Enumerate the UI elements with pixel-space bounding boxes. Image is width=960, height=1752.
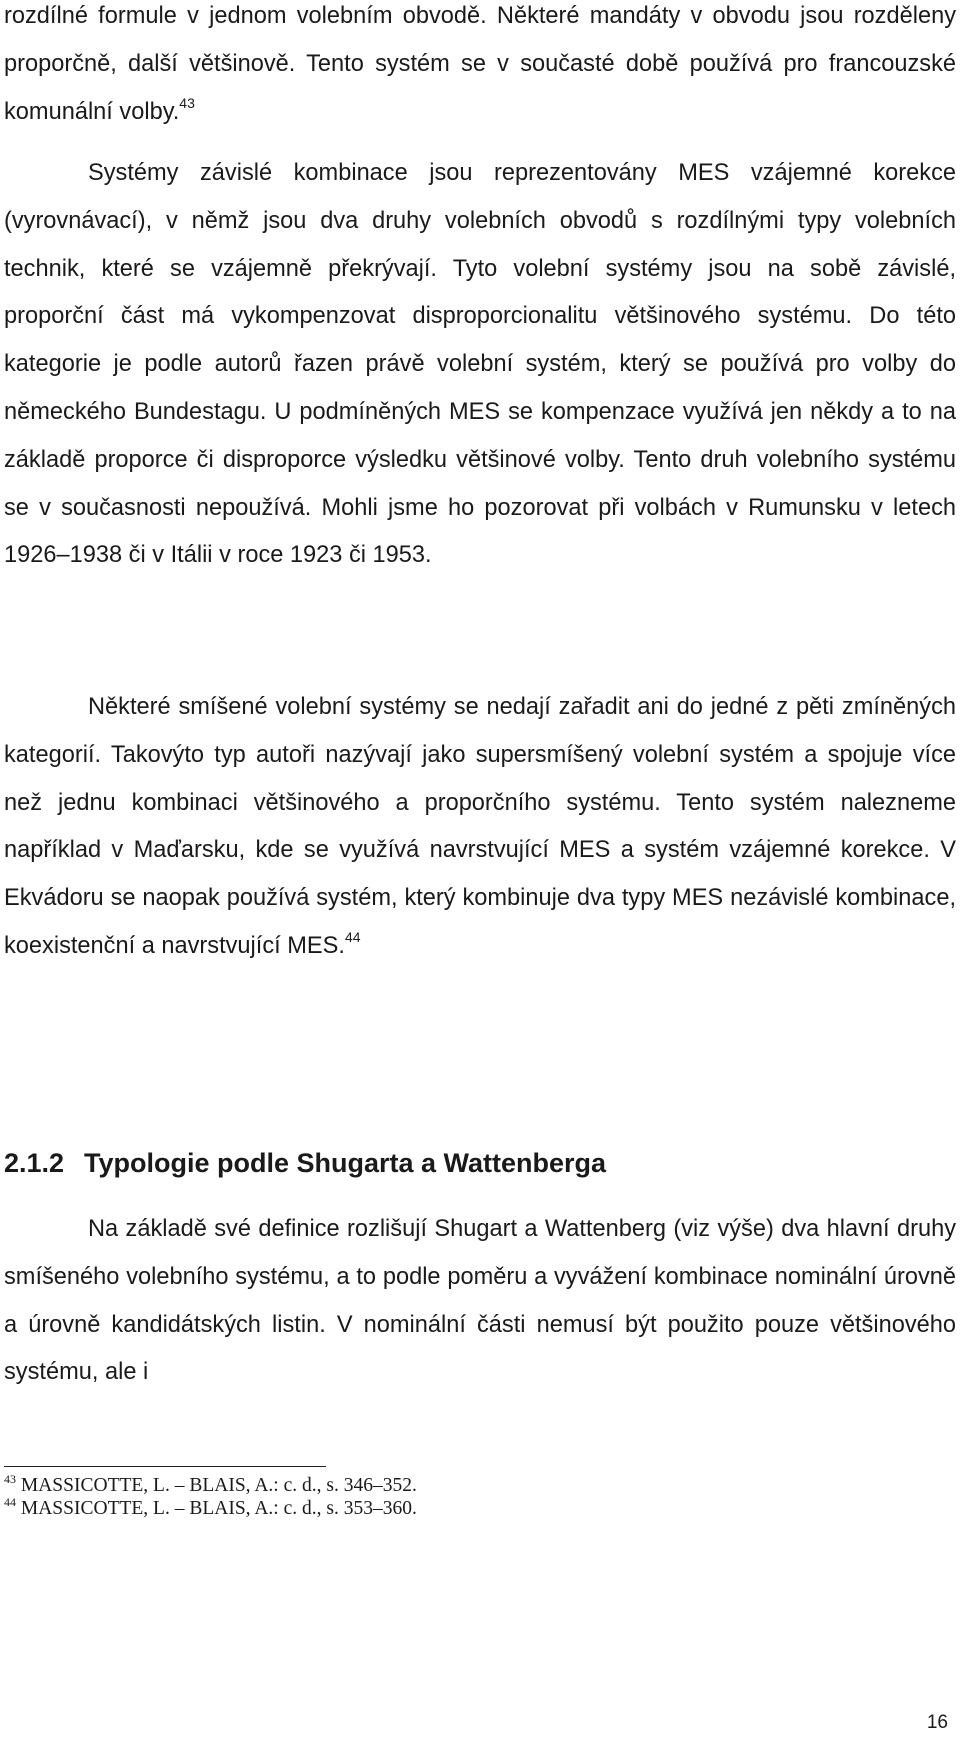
footnotes [4,1474,417,1520]
paragraph-1-text: rozdílné formule v jednom volebním obvodě. Některé mandáty v obvodu jsou rozděleny proporčně, další většinově. Tento systém se v současté době používá pro francouzské komunální volby. [4,3,956,125]
footnote-number: 44 [4,1495,16,1509]
footnote-text: MASSICOTTE, L. – BLAIS, A.: c. d., s. 353–360. [20,1498,417,1519]
paragraph-1 [4,0,956,136]
footnote-number: 43 [4,1472,16,1486]
paragraph-3 [4,684,956,971]
section-number: 2.1.2 [4,1148,65,1178]
paragraph-3-text: Některé smíšené volební systémy se nedají zařadit ani do jedné z pěti zmíněných kategorií. Takovýto typ autoři nazývají jako supersmíšený volební systém a spojuje více než jednu kombinaci většinového a proporčního systému. Tento systém nalezneme například v Maďarsku, kde se využívá navrstvující MES a systém vzájemné korekce. V Ekvádoru se naopak používá systém, který kombinuje dva typy MES nezávislé kombinace, koexistenční a navrstvující MES. [4,694,956,959]
section-title: Typologie podle Shugarta a Wattenberga [84,1148,607,1178]
paragraph-2: Systémy závislé kombinace jsou reprezentovány MES vzájemné korekce (vyrovnávací), v němž jsou dva druhy volebních obvodů s rozdílnými typy volebních technik, které se vzájemně překrývají. Tyto volební systémy jsou na sobě závislé, proporční část má vykompenzovat disproporcionalitu většinového systému. Do této kategorie je podle autorů řazen právě volební systém, který se používá pro volby do německého Bundestagu. U podmíněných MES se kompenzace využívá jen někdy a to na základě proporce či disproporce výsledku většinové volby. Tento druh volebního systému se v současnosti nepoužívá. Mohli jsme ho pozorovat při volbách v Rumunsku v letech 1926–1938 či v Itálii v roce 1923 či 1953. [4,160,956,569]
footnote-ref-43[interactable]: 43 [179,94,195,111]
section-heading [4,1148,606,1179]
footnote-text: MASSICOTTE, L. – BLAIS, A.: c. d., s. 346–352. [20,1475,417,1496]
page-number: 16 [926,1712,948,1733]
paragraph-4: Na základě své definice rozlišují Shugart a Wattenberg (viz výše) dva hlavní druhy smíšeného volebního systému, a to podle poměru a vyvážení kombinace nominální úrovně a úrovně kandidátských listin. V nominální části nemusí být použito pouze většinového systému, ale i [4,1216,956,1386]
footnote-separator [4,1466,326,1467]
footnote-43 [4,1474,417,1497]
footnote-44 [4,1497,417,1520]
footnote-ref-44[interactable]: 44 [344,928,361,945]
